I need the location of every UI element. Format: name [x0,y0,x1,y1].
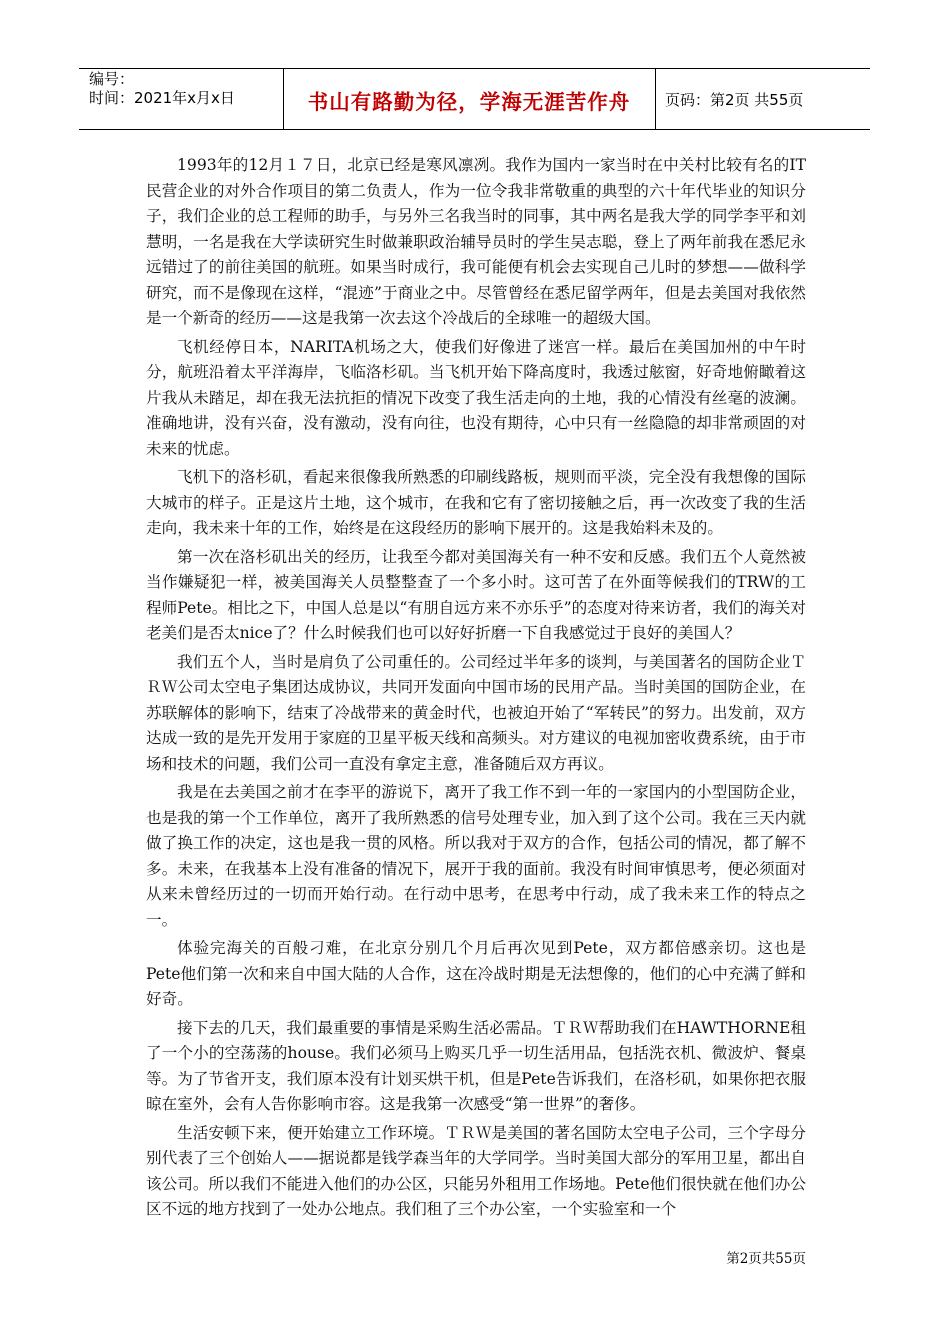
document-body [146,153,806,1223]
paragraph: 1993年的12月１７日，北京已经是寒风凛冽。我作为国内一家当时在中关村比较有名的IT民营企业的对外合作项目的第二负责人，作为一位令我非常敬重的典型的六十年代毕业的知识分子，我们企业的总工程师的助手，与另外三名我当时的同事，其中两名是我大学的同学李平和刘慧明，一名是我在大学读研究生时做兼职政治辅导员时的学生吴志聪，登上了两年前我在悉尼永远错过了的前往美国的航班。如果当时成行，我可能便有机会去实现自己儿时的梦想——做科学研究，而不是像现在这样，“混迹”于商业之中。尽管曾经在悉尼留学两年，但是去美国对我依然是一个新奇的经历——这是我第一次去这个冷战后的全球唯一的超级大国。 [146,156,806,327]
header-bottom-rule [79,129,870,130]
paragraph: 我们五个人，当时是肩负了公司重任的。公司经过半年多的谈判，与美国著名的国防企业ＴＲＷ公司太空电子集团达成协议，共同开发面向中国市场的民用产品。当时美国的国防企业，在苏联解体的影响下，结束了冷战带来的黄金时代，也被迫开始了“军转民”的努力。出发前，双方达成一致的是先开发用于家庭的卫星平板天线和高频头。对方建议的电视加密收费系统，由于市场和技术的问题，我们公司一直没有拿定主意，准备随后双方再议。 [146,652,806,773]
header-page-label: 页码：第2页 共55页 [665,91,804,109]
header-top-rule [79,68,870,69]
paragraph: 接下去的几天，我们最重要的事情是采购生活必需品。ＴＲＷ帮助我们在HAWTHORNE租了一个小的空荡荡的house。我们必须马上购买几乎一切生活用品，包括洗衣机、微波炉、餐桌等。为了节省开支，我们原本没有计划买烘干机，但是Pete告诉我们，在洛杉矶，如果你把衣服晾在室外，会有人告你影响市容。这是我第一次感受“第一世界”的奢侈。 [146,1018,806,1113]
footer-page-number: 第2页共55页 [726,1251,806,1267]
paragraph: 我是在去美国之前才在李平的游说下，离开了我工作不到一年的一家国内的小型国防企业，也是我的第一个工作单位，离开了我所熟悉的信号处理专业，加入到了这个公司。我在三天内就做了换工作的决定，这也是我一贯的风格。所以我对于双方的合作，包括公司的情况，都了解不多。未来，在我基本上没有准备的情况下，展开于我的面前。我没有时间审慎思考，便必须面对从来未曾经历过的一切而开始行动。在行动中思考，在思考中行动，成了我未来工作的特点之一。 [146,783,806,929]
number-label: 编号： [89,70,135,88]
paragraph: 飞机经停日本，NARITA机场之大，使我们好像进了迷宫一样。最后在美国加州的中午时分，航班沿着太平洋海岸，飞临洛杉矶。当飞机开始下降高度时，我透过舷窗，好奇地俯瞰着这片我从未踏足，却在我无法抗拒的情况下改变了我生活走向的土地，我的心情没有丝毫的波澜。准确地讲，没有兴奋，没有激动，没有向往，也没有期待，心中只有一丝隐隐的却非常顽固的对未来的忧虑。 [146,337,806,458]
paragraph: 生活安顿下来，便开始建立工作环境。ＴＲＷ是美国的著名国防太空电子公司，三个字母分别代表了三个创始人——据说都是钱学森当年的大学同学。当时美国大部分的军用卫星，都出自该公司。所以我们不能进入他们的办公区，只能另外租用工作场地。Pete他们很快就在他们办公区不远的地方找到了一处办公地点。我们租了三个办公室，一个实验室和一个 [146,1123,806,1218]
paragraph: 体验完海关的百般刁难，在北京分别几个月后再次见到Pete，双方都倍感亲切。这也是Pete他们第一次和来自中国大陆的人合作，这在冷战时期是无法想像的，他们的心中充满了鲜和好奇。 [146,939,806,1008]
header-left [89,70,235,108]
paragraph: 第一次在洛杉矶出关的经历，让我至今都对美国海关有一种不安和反感。我们五个人竟然被当作嫌疑犯一样，被美国海关人员整整查了一个多小时。这可苦了在外面等候我们的TRW的工程师Pete。相比之下，中国人总是以“有朋自远方来不亦乐乎”的态度对待来访者，我们的海关对老美们是否太nice了？什么时候我们也可以好好折磨一下自我感觉过于良好的美国人？ [146,547,806,642]
paragraph: 飞机下的洛杉矶，看起来很像我所熟悉的印刷线路板，规则而平淡，完全没有我想像的国际大城市的样子。正是这片土地，这个城市，在我和它有了密切接触之后，再一次改变了我的生活走向，我未来十年的工作，始终是在这段经历的影响下展开的。这是我始料未及的。 [146,468,806,537]
date-label: 时间：2021年x月x日 [89,89,235,107]
header-motto: 书山有路勤为径，学海无涯苦作舟 [307,90,631,114]
header-divider-right [655,68,656,129]
